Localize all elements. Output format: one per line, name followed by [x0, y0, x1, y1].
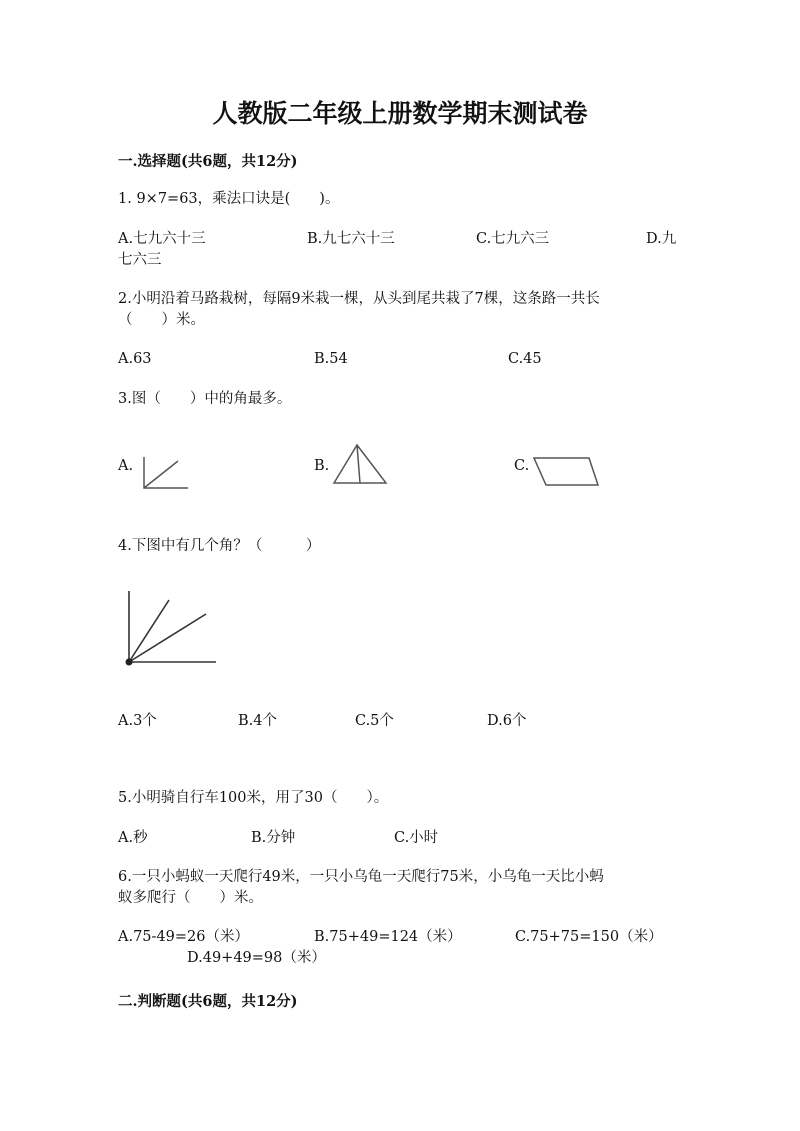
- question-4-option-a[interactable]: A.3个: [118, 713, 157, 729]
- page-title: 人教版二年级上册数学期末测试卷: [212, 99, 588, 128]
- figure-q4-ray-1: [129, 600, 169, 662]
- figure-c-shape: [534, 458, 598, 485]
- figure-q4-ray-2: [129, 614, 206, 662]
- figure-b-inner-line: [357, 445, 360, 483]
- figure-q4-axes: [129, 591, 216, 662]
- question-2-stem-line-1: 2.小明沿着马路栽树，每隔9米栽一棵，从头到尾共栽了7棵，这条路一共长: [118, 291, 600, 307]
- question-2-stem-line-2: （ ）米。: [118, 312, 205, 328]
- question-2-option-c[interactable]: C.45: [508, 351, 542, 367]
- question-1-option-d[interactable]: D.九: [646, 231, 677, 247]
- question-6-option-b[interactable]: B.75+49=124（米）: [314, 929, 462, 945]
- question-2-option-a[interactable]: A.63: [118, 351, 152, 367]
- question-4-option-c[interactable]: C.5个: [355, 713, 394, 729]
- question-1-option-c[interactable]: C.七九六三: [476, 231, 550, 247]
- question-5-stem: 5.小明骑自行车100米，用了30（ ）。: [118, 790, 389, 806]
- question-1-stem: 1. 9×7=63，乘法口诀是( )。: [118, 191, 340, 207]
- question-6-option-d[interactable]: D.49+49=98（米）: [187, 950, 326, 966]
- question-6-stem-line-1: 6.一只小蚂蚁一天爬行49米，一只小乌龟一天爬行75米，小乌龟一天比小蚂: [118, 869, 604, 885]
- figure-a-ray: [144, 461, 178, 488]
- question-3-option-c[interactable]: C.: [514, 458, 530, 474]
- question-6-option-a[interactable]: A.75-49=26（米）: [118, 929, 249, 945]
- figure-angles-q4: [120, 588, 220, 668]
- question-1-option-d-continued: 七六三: [118, 252, 162, 268]
- question-6-option-c[interactable]: C.75+75=150（米）: [515, 929, 663, 945]
- figure-angle-a: [140, 455, 190, 490]
- question-2-option-b[interactable]: B.54: [314, 351, 348, 367]
- question-4-option-d[interactable]: D.6个: [487, 713, 527, 729]
- question-3-option-a[interactable]: A.: [118, 458, 134, 474]
- question-3-stem: 3.图（ ）中的角最多。: [118, 391, 292, 407]
- figure-triangle-b: [330, 443, 390, 488]
- question-4-option-b[interactable]: B.4个: [238, 713, 277, 729]
- question-5-option-b[interactable]: B.分钟: [251, 830, 296, 846]
- question-5-option-c[interactable]: C.小时: [394, 830, 439, 846]
- section-heading-choice: 一.选择题(共6题，共12分): [118, 153, 298, 170]
- section-heading-true-false: 二.判断题(共6题，共12分): [118, 993, 298, 1010]
- question-6-stem-line-2: 蚁多爬行（ ）米。: [118, 890, 263, 906]
- question-4-stem: 4.下图中有几个角？（ ）: [118, 538, 321, 554]
- question-3-option-b[interactable]: B.: [314, 458, 330, 474]
- question-5-option-a[interactable]: A.秒: [118, 830, 148, 846]
- question-1-option-a[interactable]: A.七九六十三: [118, 231, 206, 247]
- question-1-option-b[interactable]: B.九七六十三: [307, 231, 395, 247]
- figure-q4-vertex: [126, 659, 133, 666]
- figure-parallelogram-c: [530, 455, 605, 490]
